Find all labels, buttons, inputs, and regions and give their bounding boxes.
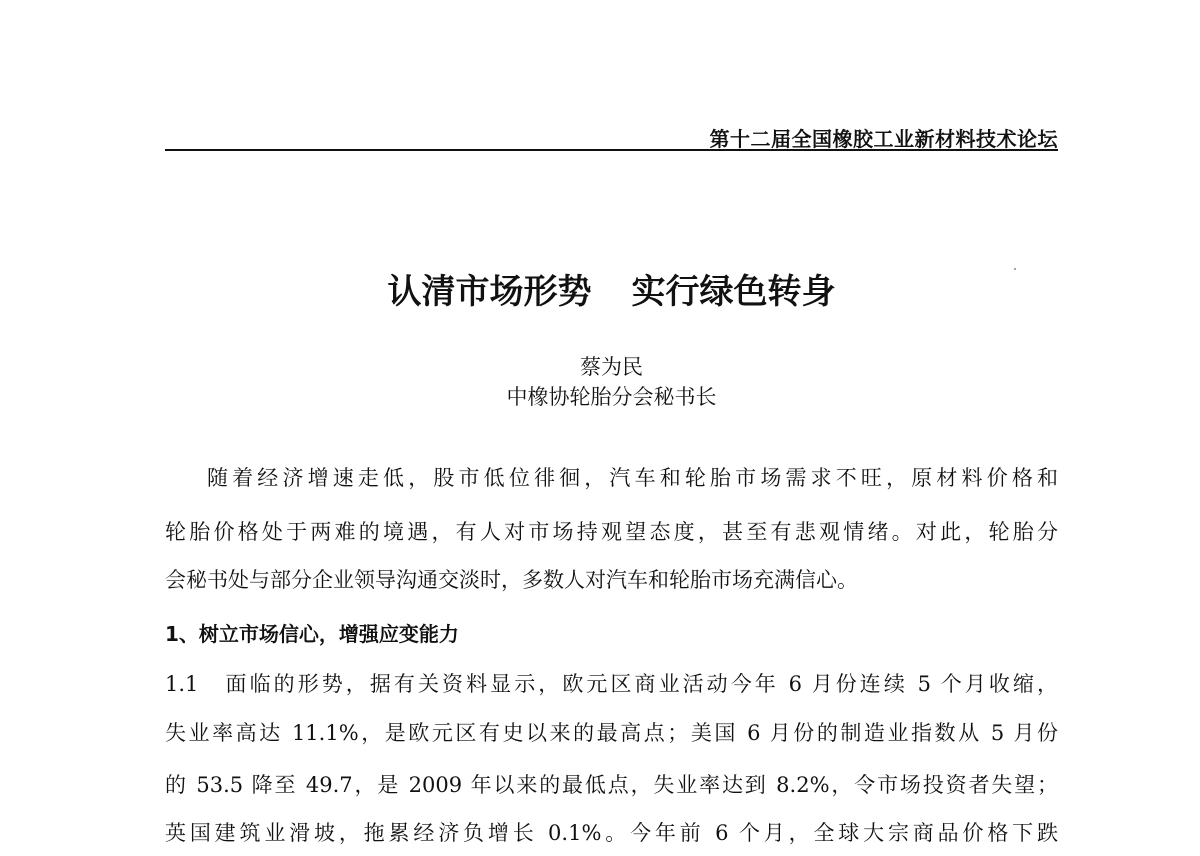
running-header: 第十二届全国橡胶工业新材料技术论坛 (709, 127, 1058, 151)
header-divider (165, 149, 1058, 151)
section-heading: 1、树立市场信心，增强应变能力 (165, 622, 459, 646)
article-title (0, 264, 1200, 313)
intro-line: 轮胎价格处于两难的境遇，有人对市场持观望态度，甚至有悲观情绪。对此，轮胎分 (165, 520, 1058, 544)
body-line: 失业率高达 11.1%，是欧元区有史以来的最高点；美国 6 月份的制造业指数从 5 月份 (165, 721, 1058, 745)
title-part-2: 实行绿色转身 (631, 272, 836, 312)
intro-line: 随着经济增速走低，股市低位徘徊，汽车和轮胎市场需求不旺，原材料价格和 (207, 466, 1058, 490)
body-line: 的 53.5 降至 49.7，是 2009 年以来的最低点，失业率达到 8.2%，令市场投资者失望； (165, 773, 1058, 797)
title-part-1: 认清市场形势 (387, 272, 592, 312)
intro-line: 会秘书处与部分企业领导沟通交淡时，多数人对汽车和轮胎市场充满信心。 (165, 568, 858, 592)
body-line: 1.1 面临的形势，据有关资料显示，欧元区商业活动今年 6 月份连续 5 个月收缩， (165, 672, 1058, 696)
author-affiliation: 中橡协轮胎分会秘书长 (506, 385, 717, 409)
author-name: 蔡为民 (580, 355, 643, 379)
body-line: 英国建筑业滑坡，拖累经济负增长 0.1%。今年前 6 个月，全球大宗商品价格下跌 (165, 821, 1058, 845)
